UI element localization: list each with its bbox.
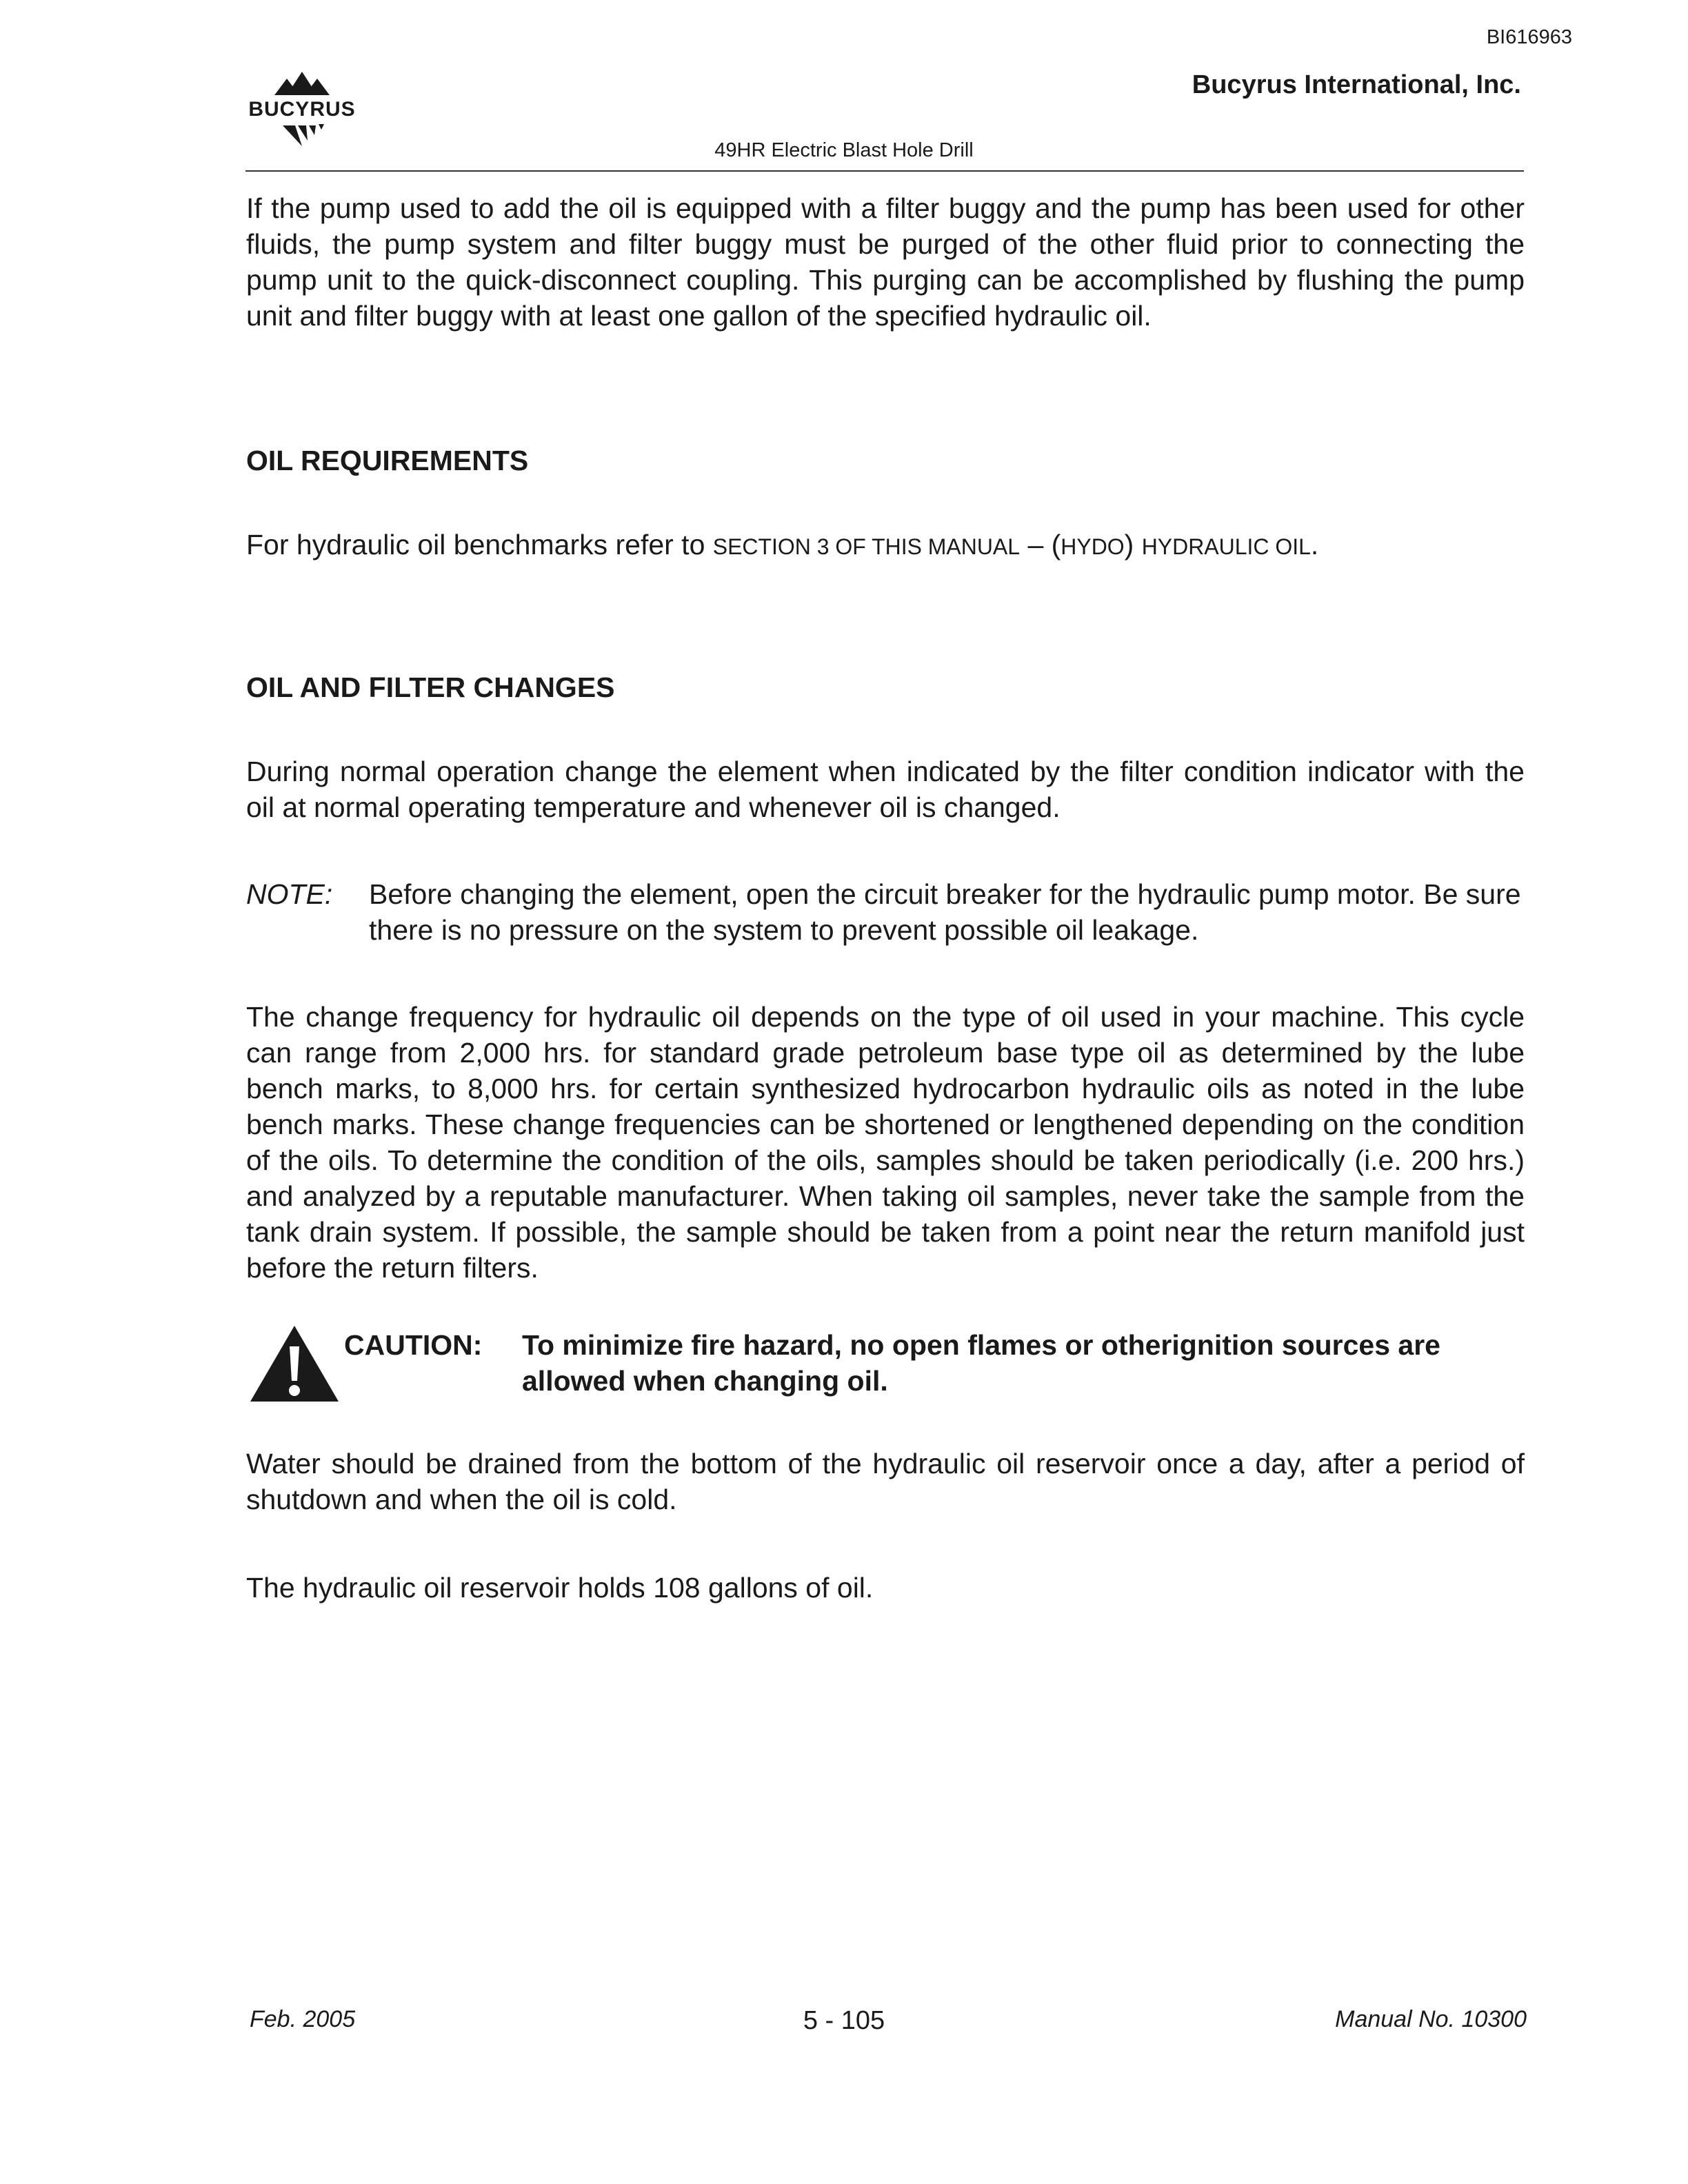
oil-requirements-heading: OIL REQUIREMENTS: [246, 445, 529, 476]
ref-dash: – (: [1020, 529, 1061, 560]
ref-hydo: HYDO: [1061, 534, 1125, 559]
company-name: Bucyrus International, Inc.: [1192, 70, 1521, 99]
caution-text: To minimize fire hazard, no open flames or otherignition sources are allowed when changing oil.: [522, 1329, 1440, 1397]
caution-block: [246, 1327, 1525, 1404]
doc-id: BI616963: [1486, 26, 1572, 48]
header-rule: [245, 170, 1524, 172]
footer-manual-number: Manual No. 10300: [1335, 2006, 1527, 2032]
water-drain-paragraph: Water should be drained from the bottom of the hydraulic oil reservoir once a day, after a period of shutdown and when the oil is cold.: [246, 1448, 1525, 1515]
footer-page-number: 5 - 105: [803, 2006, 885, 2035]
oil-requirements-paragraph: [246, 527, 1525, 565]
ref-end: .: [1310, 529, 1319, 560]
intro-paragraph: If the pump used to add the oil is equipped with a filter buggy and the pump has been used for other fluids, the pump system and filter buggy must be purged of the other fluid prior to connecting the pump unit to the quick-disconnect coupling. This purging can be accomplished by flushing the pump unit and filter buggy with at least one gallon of the specified hydraulic oil.: [246, 192, 1525, 332]
note-text: Before changing the element, open the circuit breaker for the hydraulic pump motor. Be sure there is no pressure on the system to prevent possible oil leakage.: [369, 878, 1521, 946]
bucyrus-logo: [240, 66, 364, 149]
note-block: [246, 876, 1525, 948]
reservoir-capacity-paragraph: The hydraulic oil reservoir holds 108 gallons of oil.: [246, 1572, 874, 1604]
document-body: [246, 190, 1525, 1606]
change-frequency-paragraph: The change frequency for hydraulic oil depends on the type of oil used in your machine. This cycle can range from 2,000 hrs. for standard grade petroleum base type oil as determined by the lube bench marks, to 8,000 hrs. for certain synthesized hydrocarbon hydraulic oils as noted in the lube bench marks. These change frequencies can be shortened or lengthened depending on the condition of the oils. To determine the condition of the oils, samples should be taken periodically (i.e. 200 hrs.) and analyzed by a reputable manufacturer. When taking oil samples, never take the sample from the tank drain system. If possible, the sample should be taken from a point near the return manifold just before the return filters.: [246, 1001, 1525, 1284]
note-label: NOTE:: [246, 878, 333, 910]
caution-triangle-icon: [246, 1323, 343, 1404]
ref-topic: HYDRAULIC OIL: [1141, 534, 1311, 559]
header-subtitle: 49HR Electric Blast Hole Drill: [714, 139, 974, 161]
element-change-paragraph: During normal operation change the element when indicated by the filter condition indicator with the oil at normal operating temperature and whenever oil is changed.: [246, 756, 1525, 823]
logo-text: BUCYRUS: [248, 98, 356, 121]
caution-label: CAUTION:: [344, 1329, 483, 1361]
footer-date: Feb. 2005: [250, 2006, 356, 2032]
ref-close: ): [1124, 529, 1142, 560]
ref-lead: For hydraulic oil benchmarks refer to: [246, 529, 713, 560]
ref-section: SECTION 3 OF THIS MANUAL: [712, 534, 1021, 559]
oil-filter-changes-heading: OIL AND FILTER CHANGES: [246, 671, 615, 703]
